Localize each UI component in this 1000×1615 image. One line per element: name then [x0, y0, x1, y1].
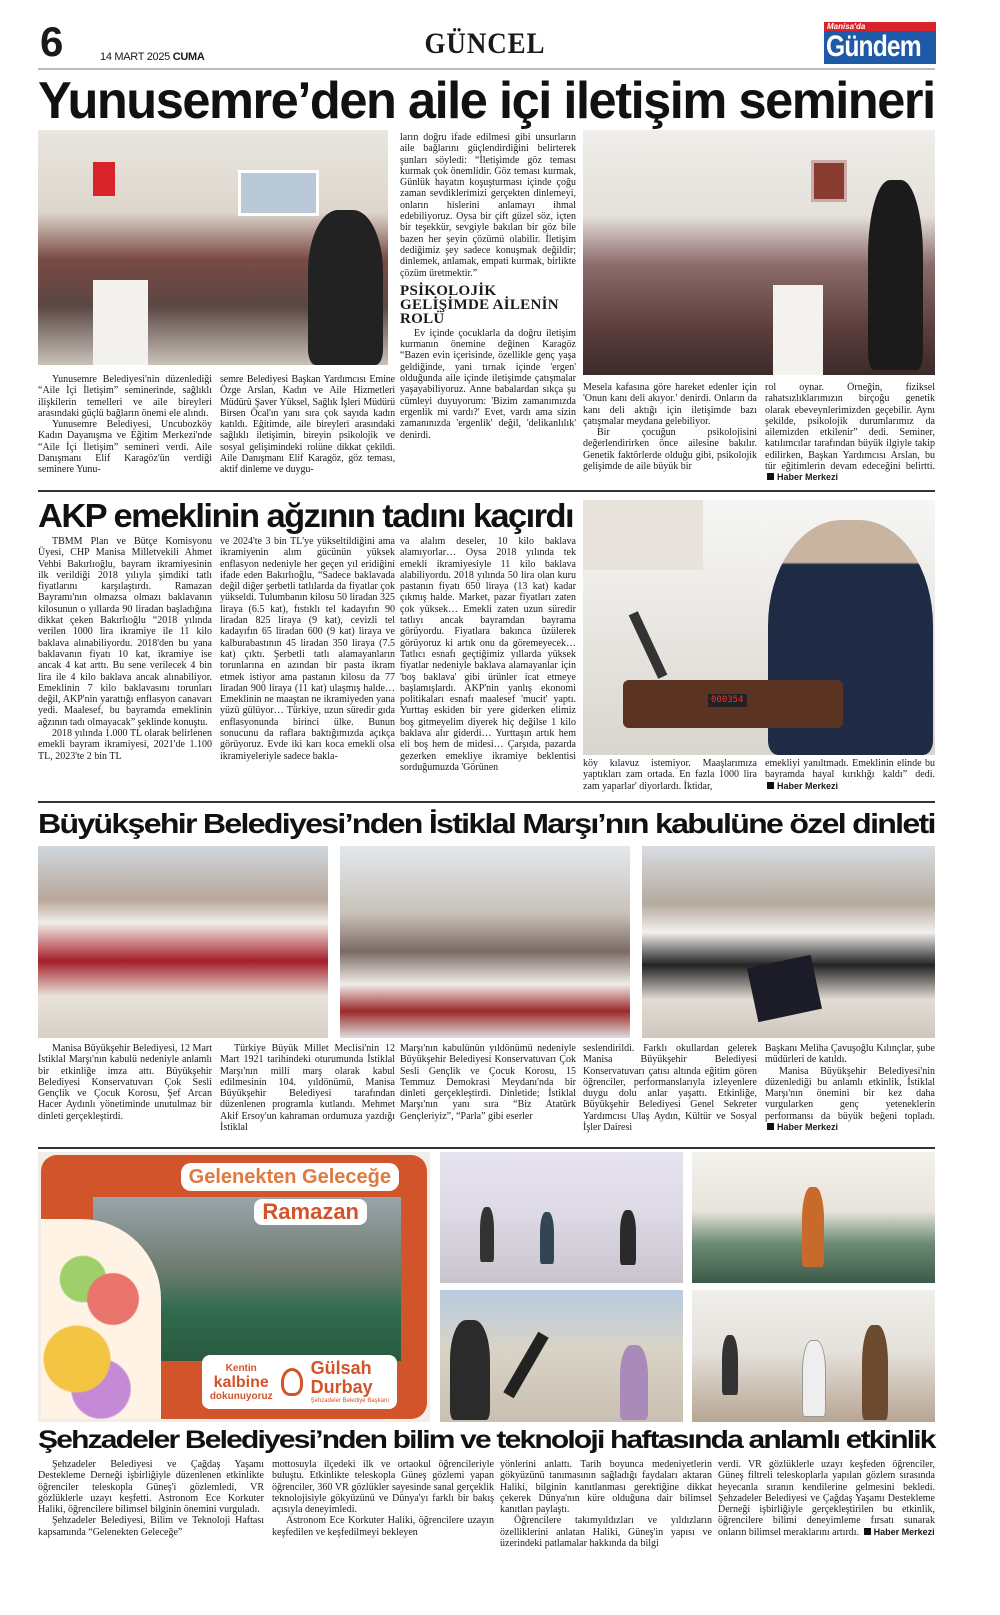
photo-ramazan-frame: [38, 1152, 430, 1422]
headline-text: Yunusemre’den aile içi iletişim semineri: [38, 72, 935, 130]
paragraph-text: köy kılavuz istemiyor. Maaşlarımıza yaptıkları zam ortada. En fazla 1000 lira zam yaparlar' diyorlardı. İktidar,: [583, 758, 757, 792]
person: [620, 1345, 648, 1420]
paragraph-text: ve 2024'te 3 bin TL'ye yükseltildiğini ama ikramiyenin alım gücünün yüksek enflasyon nedeniyle her geçen yıl eridiğini ifade eden Bakırlıoğlu, “Sadece baklavada değil diğer şerbetli tatlılarda da fiyatlar çok yükseldi. Tulumbanın kilosu 50 liradan 325 liraya (6.5 kat), fıstıklı tel kadayıfın 90 liradan 825 liraya (9 kat), cevizli tel kadayıfın 65 liradan 600 (9 kat) liraya ve kalburabastının 45 liradan 350 liraya (7.5 kat) çıktı. Şerbetli tatlı alamayanların torunlarına en azından bir pasta ikram etmek istiyor ama pastanın kilosu da 77 liradan 900 liraya (11 kat) ulaşmış halde… Emeklinin ne maaştan ne ikramiyeden yana yüzü gülüyor… Türkiye, uzun süredir gıda enflasyonunda birinci ülke. Bunun sonucunu da raflara baktığımızda açıkça görüyoruz. Evde iki karı koca emekli olsa ikramiyeleriyle sadece bakla-: [220, 536, 395, 762]
article-column: [38, 536, 212, 798]
paragraph: [272, 1515, 494, 1538]
headline-sehzadeler: [38, 1428, 935, 1453]
paragraph: [38, 536, 212, 728]
person: [480, 1207, 494, 1262]
date-text: 14 MART 2025: [100, 51, 170, 63]
slogan-mid: kalbine: [213, 1373, 269, 1391]
paragraph: [718, 1459, 935, 1538]
paragraph: [765, 382, 935, 484]
paragraph: [765, 758, 935, 792]
person: [450, 1320, 490, 1420]
photo-vr-students: [692, 1290, 935, 1422]
headline-istiklal: [38, 810, 935, 838]
page-number: 6: [40, 18, 64, 65]
mayor-badge: [202, 1355, 397, 1409]
person: [722, 1335, 738, 1395]
article-column: [38, 1043, 212, 1141]
issue-date: [100, 51, 205, 64]
article-column: [400, 536, 576, 798]
headline-text: AKP emeklinin ağzının tadını kaçırdı: [38, 497, 574, 534]
portrait-frame: [811, 160, 847, 202]
slogan-bottom: dokunuyoruz: [209, 1390, 273, 1402]
header-divider: [38, 68, 935, 70]
paragraph: [400, 132, 576, 279]
paragraph-text: mottosuyla ilçedeki ilk ve ortaokul öğrencileriyle buluştu. Etkinlikte teleskopla Güneş gözlemi yapan öğrenciler, 360 VR gözlükler sayesinde sanal gerçeklik teknolojisiyle gökyüzünü ve Dünya'yı farklı bir bakış açısıyla deneyimledi.: [272, 1459, 494, 1516]
paragraph-text: Yunusemre Belediyesi, Uncubozköy Kadın Dayanışma ve Eğitim Merkezi'nde “Aile İçi İletişim” semineri verdi. Aile Danışmanı Elif Karagöz'ün verdiği seminere Yunu-: [38, 419, 212, 476]
photo-seminar-speaker: [583, 130, 935, 375]
paragraph-text: ların doğru ifade edilmesi gibi unsurların aile bağlarını güçlendirdiğini belirterek şunları söyledi: “İletişimde göz teması kurmak çok önemlidir. Göz teması kurmak, Günlük hayatın koşuşturması içinde çoğu zaman sevdiklerimizi gerçekten dinlemeyi, onların hislerini anlamayı ihmal edebiliyoruz. Oysa bir çift güzel söz, içten bir teşekkür, sevgiyle bakılan bir göz bile bazen her şeyin çözümü olabilir. İletişim dediğimiz şey sadece konuşmak değildir; dinlemek, anlamak, empati kurmak, birlikte çözüm üretmektir.”: [400, 132, 576, 279]
article-column: [220, 536, 395, 798]
paragraph: [38, 1459, 264, 1515]
paragraph-text: Şehzadeler Belediyesi ve Çağdaş Yaşamı Destekleme Derneği işbirliğiyle düzenlenen etkinlikte öğrenciler teleskopla Güneş'i gözlemledi, VR gözlüklerle uzayı keşfetti. Astronom Ece Korkuter Haliki, öğrencilere bilimsel bilginin önemini vurguladı.: [38, 1459, 264, 1516]
article-divider: [38, 1147, 935, 1149]
article-column: [583, 382, 757, 484]
mayor-name: [311, 1359, 389, 1405]
paragraph: [765, 1043, 935, 1066]
byline: Haber Merkezi: [765, 781, 838, 791]
article-divider: [38, 801, 935, 803]
paragraph: [400, 328, 576, 441]
person: [540, 1212, 554, 1264]
frame-subtitle: Ramazan: [254, 1199, 367, 1225]
paragraph-text: Marşı'nın kabulünün yıldönümü nedeniyle Büyükşehir Belediyesi Konservatuvarı Çok Sesli Gençlik ve Çocuk Korosu, 15 Temmuz Demokrasi Meydanı'nda bir dinleti gerçekleştirdi. Dinletide; İstiklal Marşı'nın yanı sıra “Biz Atatürk Gençleriyiz”, “Parla” gibi eserler: [400, 1043, 576, 1122]
projector-stand: [93, 280, 148, 365]
headline-akp: [38, 499, 573, 532]
paragraph-text: Türkiye Büyük Millet Meclisi'nin 12 Mart 1921 tarihindeki oturumunda İstiklal Marşı'nın milli marş olarak kabul edilmesinin 104. yıldönümü, Manisa Büyükşehir Belediyesi tarafından düzenlenen programla kutlandı. Mehmet Akif Ersoy'un kahraman ordumuza yazdığı İstiklal: [220, 1043, 395, 1134]
paragraph-text: rol oynar. Örneğin, fiziksel rahatsızlıklarımızın birçoğu genetik olarak ebeveynlerimizden geçebilir. Aynı şekilde, psikolojik durumlarımız da ailemizden etkilenir” dedi. Seminer, katılımcılar tarafından büyük ilgiyle takip edilirken, Başkan Yardımcısı Arslan, bu tür eğitimlerin devam edeceğini belirtti.: [765, 382, 935, 473]
person: [620, 1210, 636, 1265]
article-column: [400, 1043, 576, 1141]
paragraph: [38, 1515, 264, 1538]
paragraph: [583, 427, 757, 472]
paragraph: [583, 758, 757, 792]
article-column: [583, 758, 757, 798]
article-column: [38, 374, 212, 484]
paragraph: [583, 382, 757, 427]
article-divider: [38, 490, 935, 492]
paragraph: [220, 1043, 395, 1133]
paragraph: [38, 419, 212, 475]
paragraph-text: Ev içinde çocuklarla da doğru iletişim kurmanın önemine değinen Karagöz “Bazen evin içerisinde, özellikle genç yaşa geldiğinde, yani tırnak içinde 'ergen' olduğunda aile içinde iletişimde çatışmalar yaşayabiliyoruz. Anne babalardan sıkça şu cümleyi duyuyorum: 'Bizim zamanımızda ergenlik mi vardı?' Evet, vardı ama sizin zamanınızda 'ergenlik' değil, 'delikanlılık' denirdi.: [400, 327, 576, 441]
paragraph-text: TBMM Plan ve Bütçe Komisyonu Üyesi, CHP Manisa Milletvekili Ahmet Vehbi Bakırlıoğlu, bayram ikramiyesinin ilk verildiği 2018 yılıyla şimdiki tatlı fiyatlarını karşılaştırdı. Ramazan Bayramı'nın olmazsa olmazı baklavanın kilosunun o yıllarda 90 liradan başladığına dikkat çeken Bakırlıoğlu “2018 yılında verilen 1000 lira ikramiye ile 11 kilo baklava alınabiliyordu. 2018'den bu yana baklavanın fiyatı 10 kat, ikramiye ise ancak 4 kat arttı. Bu sene verilecek 4 bin lira ile 4 kilo baklava ancak alınabiliyor. Emeklinin 7 kilo baklavasını torunları değil, AKP'nin yarattığı enflasyon canavarı yedi. Maalesef, bu bayramda emeklinin ağzının tadı olmayacak” şeklinde konuştu.: [38, 536, 212, 728]
article-column: [38, 1459, 264, 1559]
paragraph: [38, 374, 212, 419]
paragraph-text: semre Belediyesi Başkan Yardımcısı Emine Özge Arslan, Kadın ve Aile Hizmetleri Müdürü Şaver Yüksel, Sağlık İşleri Müdürü Birsen Öcal'ın yanı sıra çok sayıda kadın katıldı. Eğitimde, aile bireyleri arasındaki sağlıklı iletişimin, bireyin psikolojik ve sosyal gelişimindeki rolüne dikkat çekildi. Aile Danışmanı Elif Karagöz, göz teması, aktif dinleme ve duygu-: [220, 374, 395, 476]
paragraph-text: seslendirildi. Farklı okullardan gelerek Manisa Büyükşehir Belediyesi Konservatuvarı çatısı altında eğitim gören öğrenciler, performanslarıyla izleyenlere duygu dolu anlar yaşattı. Etkinliğe, Büyükşehir Belediyesi Genel Sekreter Yardımcısı Ulaş Aydın, Kültür ve Sosyal İşler Dairesi: [583, 1043, 757, 1134]
photo-seminar-audience: [38, 130, 388, 365]
slogan-top: Kentin: [225, 1362, 257, 1374]
paragraph: [400, 1043, 576, 1122]
photo-choir-3: [642, 846, 935, 1038]
paragraph-text: Yunusemre Belediyesi'nin düzenlediği “Aile İçi İletişim” seminerinde, sağlıklı ilişkilerin temelleri ve aile bireyleri arasındaki güçlü bağların önemi ele alındı.: [38, 374, 212, 419]
article-column: [765, 382, 935, 484]
article-column: [765, 1043, 935, 1141]
paragraph: [272, 1459, 494, 1515]
background-wall: [583, 500, 703, 570]
paragraph-text: Manisa Büyükşehir Belediyesi, 12 Mart İstiklal Marşı'nın kabulü nedeniyle anlamlı bir etkinliğe imza attı. Büyükşehir Belediyesi Konservatuvarı Çok Sesli Gençlik ve Çocuk Korosu, Şef Arcan Hacer Aydınlı yönetiminde unutulmaz bir dinleti gerçekleştirdi.: [38, 1043, 212, 1122]
municipality-emblem-icon: [281, 1368, 303, 1396]
photo-mp-speech: [583, 500, 935, 755]
podium: [623, 680, 843, 728]
photo-classroom: [692, 1152, 935, 1283]
poster: [238, 170, 319, 216]
photo-vr-hall: [440, 1152, 683, 1283]
paragraph: [500, 1515, 712, 1549]
frame-title: Gelenekten Geleceğe: [181, 1163, 399, 1191]
floral-decoration: [41, 1219, 161, 1419]
podium-counter: 000354: [708, 694, 747, 707]
paragraph-text: yönlerini anlattı. Tarih boyunca medeniyetlerin gökyüzünü tanımasının sağladığı faydaları aktaran Haliki, bilginin kanıtlanması gerektiğine dikkat çekerek Dünya'nın küre olduğuna dair bilimsel kanıtları paylaştı.: [500, 1459, 712, 1516]
byline: Haber Merkezi: [765, 1122, 838, 1132]
flag-icon: [93, 162, 115, 196]
paragraph-text: verdi. VR gözlüklerle uzayı keşfeden öğrenciler, Güneş filtreli teleskoplarla yapılan gözlem sırasında heyecanla sıranın kendilerine gelmesini bekledi. Şehzadeler Belediyesi ve Çağdaş Yaşamı Destekleme Derneği işbirliğiyle gerçekleştirilen bu etkinlik, öğrencilere bilimi deneyimleme fırsatı sunarak onların bilimsel meraklarını artırdı.: [718, 1459, 935, 1538]
speaker-figure: [308, 210, 383, 365]
photo-frame-board: [41, 1155, 427, 1419]
photo-choir-1: [38, 846, 328, 1038]
logo-name: Gündem: [826, 30, 921, 63]
photo-choir-2: [340, 846, 630, 1038]
paragraph-text: Manisa Büyükşehir Belediyesi'nin düzenlediği bu anlamlı etkinlik, İstiklal Marşı'nın önemini bir kez daha vurgularken genç yeteneklerin performansı da büyük beğeni topladı.: [765, 1065, 935, 1122]
telescope-icon: [503, 1332, 548, 1399]
logo-prefix: Manisa'da: [827, 22, 866, 31]
slogan: [210, 1363, 273, 1402]
article-column: [500, 1459, 712, 1559]
mayor-title: Şehzadeler Belediye Başkanı: [310, 1398, 389, 1404]
article-column: [718, 1459, 935, 1559]
article-column: [272, 1459, 494, 1559]
day-text: CUMA: [172, 51, 205, 63]
paragraph: [220, 374, 395, 476]
article-column: [220, 374, 395, 484]
paragraph-text: Öğrencilere takımyıldızları ve yıldızların özelliklerini anlatan Haliki, Güneş'in yapısı ve üzerindeki patlamalar hakkında da bilgi: [500, 1515, 712, 1550]
article-column: [765, 758, 935, 798]
byline: Haber Merkezi: [765, 472, 838, 482]
microphone-icon: [629, 611, 668, 679]
headline-seminar: [38, 72, 935, 130]
paragraph: [38, 728, 212, 762]
newspaper-logo: [824, 22, 936, 64]
photo-telescope: [440, 1290, 683, 1422]
paragraph: [765, 1066, 935, 1134]
paragraph: [400, 536, 576, 773]
headline-text: Büyükşehir Belediyesi’nden İstiklal Marşı’nın kabulüne özel dinleti: [38, 808, 935, 839]
person: [862, 1325, 888, 1420]
headline-text: Şehzadeler Belediyesi’nden bilim ve teknoloji haftasında anlamlı etkinlik: [38, 1426, 935, 1454]
paragraph: [500, 1459, 712, 1515]
subheading: PSİKOLOJİK GELİŞİMDE AİLENİN ROLÜ: [400, 282, 559, 327]
person: [802, 1340, 826, 1417]
paragraph-text: emekliyi yanıltmadı. Emeklinin elinde bu bayramda hayal kırıklığı kaldı” dedi.: [765, 758, 935, 781]
article-column: [220, 1043, 395, 1141]
paragraph-text: Astronom Ece Korkuter Haliki, öğrencilere uzayın keşfedilen ve keşfedilmeyi bekleyen: [272, 1515, 494, 1538]
paragraph-text: va alalım deseler, 10 kilo baklava alamıyorlar… Oysa 2018 yılında tek emekli ikramiyesiyle 11 kilo baklava alabiliyordu. 2018 yılında 50 lira olan kuru pastanın fiyatı 650 liraya (13 kat) kadar çıkmış halde. Market, pazar fiyatları zaten çok yüksek… Emekli zaten uzun süredir tatlıyı ancak bayramdan bayrama görüyordu. Fiyatlara bakınca üzülerek görüyoruz ki artık onu da göremeyecek… Tatlıcı esnafı geçtiğimiz yıllarda yüksek fiyatlar nedeniyle baklava alamayanlar için 'boş baklava' gibi ürünler icat etmeye başlamışlardı. AKP'nin yanlış ekonomi politikaları esnafı maalesef 'mucit' yaptı. Yurttaş eskiden bir yere giderken elimiz boş gitmeyelim diyerek hiç değilse 1 kilo baklava alır giderdi… Yurttaşın artık hem eli boş hem de midesi… Çarşıda, pazarda gezerken emekliye ikramiye beklentisi sorduğumuzda 'Görünen: [400, 536, 576, 773]
paragraph-text: Şehzadeler Belediyesi, Bilim ve Teknoloji Haftası kapsamında “Gelenekten Geleceğe”: [38, 1515, 264, 1538]
mayor-last: Durbay: [310, 1377, 373, 1397]
paragraph-text: Mesela kafasına göre hareket edenler için 'Onun kanı deli akıyor.' denirdi. Onların da kanı deli aktığı için iletişimde bazı çatışmalar meydana gelebiliyor.: [583, 382, 757, 427]
projector-stand: [773, 285, 823, 375]
paragraph-text: Bir çocuğun psikolojisini değerlendirirken önce ailesine bakılır. Genetik faktörlerde olduğu gibi, psikolojik gelişimde de aile büyük bir: [583, 427, 757, 473]
section-title: GÜNCEL: [424, 27, 546, 60]
article-column: [583, 1043, 757, 1141]
event-banner: [747, 955, 822, 1022]
paragraph-text: Başkanı Meliha Çavuşoğlu Kılınçlar, şube müdürleri de katıldı.: [765, 1043, 935, 1066]
article-column: [400, 132, 576, 486]
paragraph: [583, 1043, 757, 1133]
speaker-figure: [868, 180, 923, 370]
paragraph: [38, 1043, 212, 1122]
mayor-first: Gülsah: [310, 1358, 372, 1378]
teacher-figure: [802, 1187, 824, 1267]
byline: Haber Merkezi: [862, 1527, 935, 1537]
paragraph-text: 2018 yılında 1.000 TL olarak belirlenen emekli bayram ikramiyesi, 2021'de 1.100 TL, 2023'te 2 bin TL: [38, 728, 212, 762]
paragraph: [220, 536, 395, 762]
